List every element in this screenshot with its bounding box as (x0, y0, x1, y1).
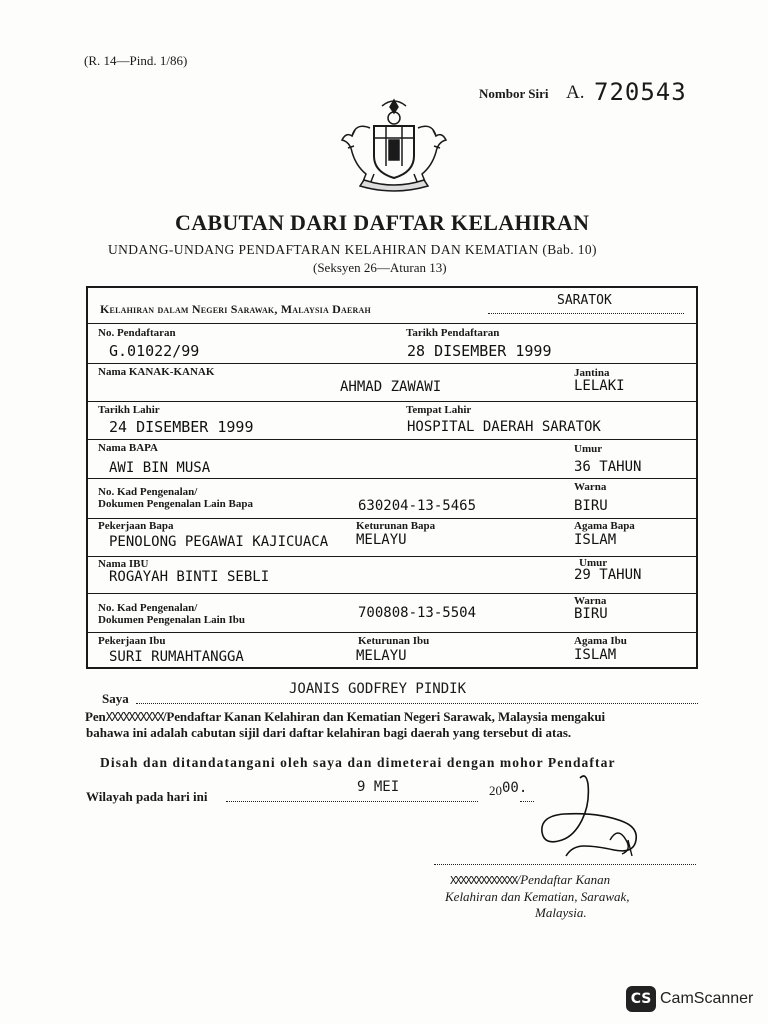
registration-date-label: Tarikh Pendaftaran (406, 327, 500, 339)
signature-line-1-rest: /Pendaftar Kanan (516, 872, 611, 887)
year-prefix: 20 (489, 783, 502, 798)
father-name: AWI BIN MUSA (109, 460, 211, 476)
year-dotted-line (520, 792, 534, 802)
saya-label: Saya (102, 691, 129, 706)
gender-label: Jantina (574, 367, 610, 379)
mother-religion-label: Agama Ibu (574, 635, 627, 647)
father-job-label: Pekerjaan Bapa (98, 520, 174, 532)
signature-struck: XXXXXXXXXXXXX (450, 874, 517, 887)
mother-ic-label-1: No. Kad Pengenalan/ (98, 602, 198, 614)
line1-rest: /Pendaftar Kanan Kelahiran dan Kematian Negeri Sarawak, Malaysia mengakui (162, 709, 605, 724)
camscanner-logo-icon: CS (626, 986, 656, 1012)
mother-age-label: Umur (579, 557, 608, 569)
certification-line-3: Disah dan ditandatangani oleh saya dan dimeterai dengan mohor Pendaftar (100, 755, 616, 770)
form-code: (R. 14—Pind. 1/86) (84, 53, 188, 68)
mother-colour-label: Warna (574, 595, 607, 607)
line1-prefix: Pen (85, 709, 106, 724)
father-religion-label: Agama Bapa (574, 520, 635, 532)
father-ic-label-1: No. Kad Pengenalan/ (98, 486, 198, 498)
father-colour-label: Warna (574, 481, 607, 493)
father-race-label: Keturunan Bapa (356, 520, 436, 532)
mother-job: SURI RUMAHTANGGA (109, 649, 244, 665)
coat-of-arms-icon (330, 96, 458, 194)
registration-date: 28 DISEMBER 1999 (407, 342, 552, 360)
mother-religion: ISLAM (574, 647, 617, 663)
father-name-label: Nama BAPA (98, 442, 158, 454)
birth-date-label: Tarikh Lahir (98, 404, 160, 416)
father-job: PENOLONG PEGAWAI KAJICUACA (109, 534, 329, 550)
mother-race: MELAYU (356, 648, 407, 664)
mother-name: ROGAYAH BINTI SEBLI (109, 569, 270, 585)
mother-name-label: Nama IBU (98, 558, 149, 570)
registrar-name: JOANIS GODFREY PINDIK (289, 681, 467, 697)
father-age-label: Umur (574, 443, 603, 455)
serial-prefix: A. (566, 82, 585, 103)
signature-line-3: Malaysia. (535, 905, 587, 920)
gender-value: LELAKI (574, 378, 625, 394)
location-label: Kelahiran dalam Negeri Sarawak, Malaysia Daerah (100, 302, 371, 316)
certification-line-2: bahawa ini adalah cabutan sijil dari daftar kelahiran bagi daerah yang tersebut di atas. (86, 725, 572, 740)
date-value: 9 MEI (357, 779, 400, 795)
father-ic: 630204-13-5465 (358, 498, 477, 514)
document-title: CABUTAN DARI DAFTAR KELAHIRAN (175, 210, 590, 235)
mother-job-label: Pekerjaan Ibu (98, 635, 166, 647)
father-religion: ISLAM (574, 532, 617, 548)
mother-colour: BIRU (574, 606, 608, 622)
father-ic-label-2: Dokumen Pengenalan Lain Bapa (98, 498, 253, 510)
child-name-label: Nama KANAK-KANAK (98, 366, 215, 378)
document-section: (Seksyen 26—Aturan 13) (313, 260, 447, 275)
birth-date: 24 DISEMBER 1999 (109, 418, 254, 436)
registration-number: G.01022/99 (109, 342, 200, 360)
mother-race-label: Keturunan Ibu (358, 635, 430, 647)
mother-age: 29 TAHUN (574, 567, 642, 583)
serial-number: 720543 (594, 78, 687, 106)
child-name: AHMAD ZAWAWI (340, 379, 442, 395)
mother-ic: 700808-13-5504 (358, 605, 477, 621)
birth-record-table (86, 286, 698, 669)
location-value: SARATOK (557, 293, 612, 308)
mother-ic-label-2: Dokumen Pengenalan Lain Ibu (98, 614, 246, 626)
birth-place-label: Tempat Lahir (406, 404, 472, 416)
signature-dotted-line (434, 858, 696, 865)
serial-label: Nombor Siri (479, 86, 549, 101)
father-age: 36 TAHUN (574, 459, 642, 475)
certification-line-1 (85, 709, 605, 725)
document-subtitle: UNDANG-UNDANG PENDAFTARAN KELAHIRAN DAN KEMATIAN (Bab. 10) (108, 242, 597, 257)
date-dotted-line (226, 792, 478, 802)
father-race: MELAYU (356, 532, 407, 548)
birth-place: HOSPITAL DAERAH SARATOK (407, 419, 601, 435)
year-suffix: 00. (502, 780, 528, 796)
father-colour: BIRU (574, 498, 608, 514)
registration-number-label: No. Pendaftaran (98, 327, 176, 339)
signature-line-2: Kelahiran dan Kematian, Sarawak, (445, 889, 630, 904)
line1-struck: XXXXXXXXXX (105, 710, 163, 724)
signature-line-1 (450, 872, 610, 888)
saya-dotted-line (136, 694, 698, 704)
certification-line-4: Wilayah pada hari ini (86, 789, 208, 804)
camscanner-label: CamScanner (660, 990, 754, 1007)
